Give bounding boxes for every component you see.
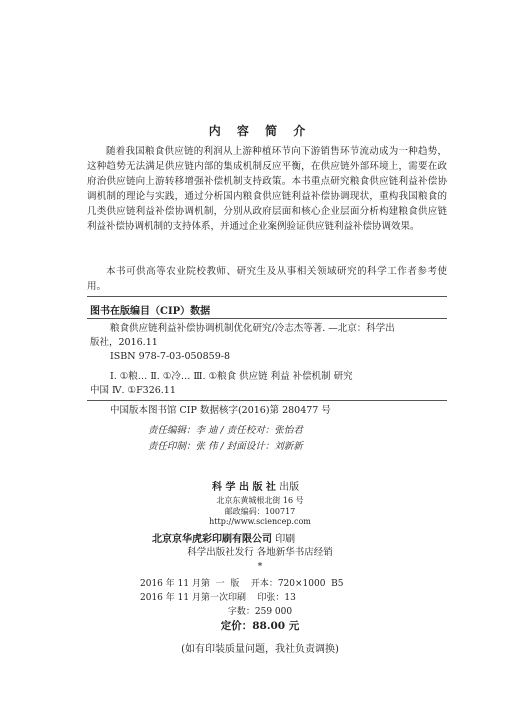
cip-line: 粮食供应链利益补偿协调机制优化研究/冷志杰等著. —北京：科学出 <box>110 323 395 334</box>
cip-heading: 图书在版编目（CIP）数据 <box>90 306 211 317</box>
summary-title: 内 容 简 介 <box>208 124 312 138</box>
publisher-website: http://www.sciencep.com <box>209 517 311 526</box>
publisher-line <box>212 478 299 493</box>
printer-line <box>152 530 295 545</box>
summary-paragraph: 随着我国粮食供应链的利润从上游种植环节向下游销售环节流动成为一种趋势，这种趋势无法满足供应链内部的集成机制反应平衡，在供应链外部环境上，需要在政府治供应链向上游转移增强补偿机制支持政策。本书重点研究粮食供应链利益补偿协调机制的理论与实践，通过分析国内粮食供应链利益补偿协调现状，重构我国粮食的几类供应链利益补偿协调机制，分别从政府层面和核心企业层面分析构建粮食供应链利益补偿协调机制的支持体系，并通过企业案例验证供应链利益补偿协调效果。 <box>87 146 447 232</box>
divider <box>87 296 447 297</box>
cip-library-record: 中国版本图书馆 CIP 数据核字(2016)第 280477 号 <box>110 405 331 416</box>
cip-line: 版社，2016.11 <box>90 337 158 348</box>
credits-line: 责任编辑：李 迪 / 责任校对：张怡君 <box>148 425 303 436</box>
cip-line: Ⅰ. ①粮… Ⅱ. ①冷… Ⅲ. ①粮食 供应链 利益 补偿机制 研究 <box>110 371 353 382</box>
edition-line: 2016 年 11 月第一次印刷 印张：13 <box>140 593 296 603</box>
credits-line: 责任印制：张 伟 / 封面设计：刘新新 <box>148 441 303 452</box>
word-count: 字数：259 000 <box>227 607 293 617</box>
edition-line: 2016 年 11 月第 一 版 开本：720×1000 B5 <box>140 579 344 589</box>
cip-line: 中国 Ⅳ. ①F326.11 <box>90 385 176 396</box>
publisher-name: 科 学 出 版 社 <box>212 482 276 493</box>
cip-line: ISBN 978-7-03-050859-8 <box>110 351 230 362</box>
publisher-suffix: 出版 <box>279 482 300 493</box>
divider <box>87 400 447 401</box>
distribution-line: 科学出版社发行 各地新华书店经销 <box>187 547 333 558</box>
separator-star: * <box>257 561 263 572</box>
publisher-address: 北京东黄城根北街 16 号 <box>216 496 304 505</box>
printer-name: 北京京华虎彩印刷有限公司 <box>152 534 272 545</box>
summary-paragraph: 本书可供高等农业院校教师、研究生及从事相关领域研究的科学工作者参考使用。 <box>87 266 447 292</box>
printer-suffix: 印刷 <box>275 534 296 545</box>
divider <box>87 318 447 319</box>
price: 定价：88.00 元 <box>220 620 300 632</box>
quality-note: (如有印装质量问题，我社负责调换) <box>181 644 339 655</box>
publisher-postcode: 邮政编码：100717 <box>224 507 296 516</box>
